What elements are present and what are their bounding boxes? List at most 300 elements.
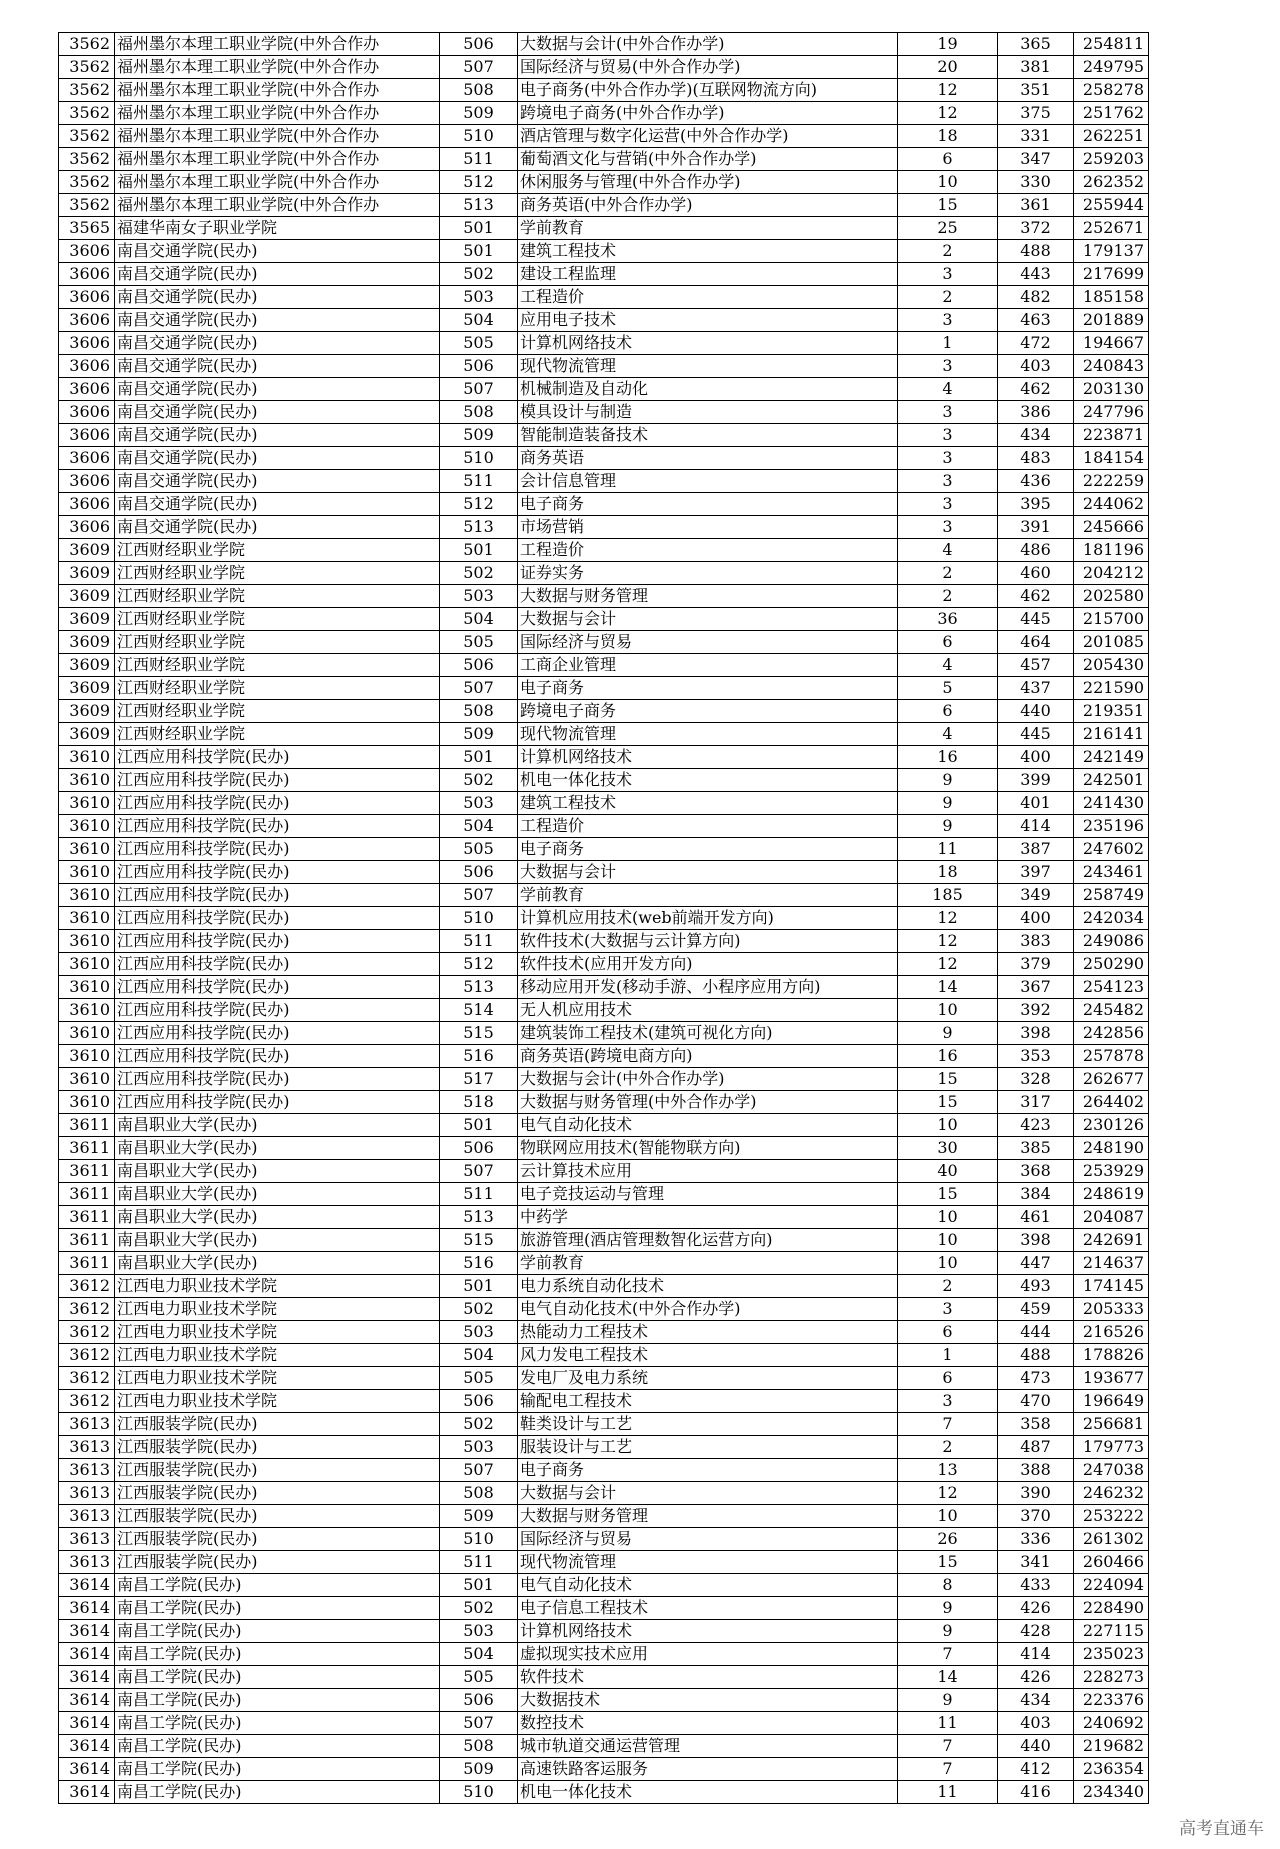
min-rank-cell: 179137 [1074,240,1149,263]
min-score-cell: 434 [998,1689,1074,1712]
major-code-cell: 506 [440,33,518,56]
major-code-cell: 516 [440,1252,518,1275]
school-code-cell: 3611 [59,1114,115,1137]
min-score-cell: 426 [998,1666,1074,1689]
school-name-cell: 江西财经职业学院 [115,608,440,631]
plan-count-cell: 36 [898,608,998,631]
plan-count-cell: 4 [898,378,998,401]
school-name-cell: 江西应用科技学院(民办) [115,815,440,838]
major-code-cell: 502 [440,1597,518,1620]
school-code-cell: 3614 [59,1712,115,1735]
major-name-cell: 大数据与会计(中外合作办学) [518,33,898,56]
min-score-cell: 398 [998,1229,1074,1252]
school-code-cell: 3614 [59,1597,115,1620]
plan-count-cell: 2 [898,1436,998,1459]
school-name-cell: 南昌工学院(民办) [115,1574,440,1597]
min-score-cell: 412 [998,1758,1074,1781]
table-row [59,1505,1149,1528]
major-name-cell: 电气自动化技术 [518,1574,898,1597]
major-code-cell: 507 [440,677,518,700]
school-code-cell: 3562 [59,33,115,56]
min-score-cell: 385 [998,1137,1074,1160]
major-name-cell: 大数据与会计(中外合作办学) [518,1068,898,1091]
school-code-cell: 3609 [59,700,115,723]
min-score-cell: 399 [998,769,1074,792]
min-rank-cell: 204212 [1074,562,1149,585]
school-name-cell: 江西财经职业学院 [115,562,440,585]
school-name-cell: 南昌交通学院(民办) [115,286,440,309]
school-code-cell: 3611 [59,1183,115,1206]
plan-count-cell: 30 [898,1137,998,1160]
min-score-cell: 403 [998,355,1074,378]
school-code-cell: 3612 [59,1390,115,1413]
school-code-cell: 3610 [59,1091,115,1114]
min-rank-cell: 235196 [1074,815,1149,838]
min-rank-cell: 215700 [1074,608,1149,631]
min-score-cell: 317 [998,1091,1074,1114]
major-name-cell: 工商企业管理 [518,654,898,677]
major-code-cell: 516 [440,1045,518,1068]
school-code-cell: 3614 [59,1689,115,1712]
table-row [59,33,1149,56]
table-row [59,746,1149,769]
school-code-cell: 3611 [59,1160,115,1183]
school-code-cell: 3610 [59,930,115,953]
table-row [59,1689,1149,1712]
school-code-cell: 3611 [59,1206,115,1229]
table-row [59,1183,1149,1206]
school-code-cell: 3610 [59,907,115,930]
major-code-cell: 511 [440,1183,518,1206]
major-code-cell: 513 [440,976,518,999]
school-name-cell: 南昌职业大学(民办) [115,1252,440,1275]
plan-count-cell: 3 [898,447,998,470]
school-code-cell: 3610 [59,838,115,861]
table-row [59,1367,1149,1390]
school-code-cell: 3562 [59,125,115,148]
major-name-cell: 计算机网络技术 [518,332,898,355]
school-name-cell: 江西应用科技学院(民办) [115,884,440,907]
min-rank-cell: 201889 [1074,309,1149,332]
major-name-cell: 软件技术(应用开发方向) [518,953,898,976]
min-score-cell: 386 [998,401,1074,424]
major-code-cell: 505 [440,631,518,654]
table-row [59,1160,1149,1183]
table-row [59,263,1149,286]
school-name-cell: 江西应用科技学院(民办) [115,999,440,1022]
major-name-cell: 发电厂及电力系统 [518,1367,898,1390]
major-name-cell: 软件技术 [518,1666,898,1689]
major-name-cell: 大数据与财务管理 [518,1505,898,1528]
min-score-cell: 493 [998,1275,1074,1298]
min-rank-cell: 255944 [1074,194,1149,217]
table-row [59,792,1149,815]
school-name-cell: 南昌交通学院(民办) [115,401,440,424]
major-name-cell: 电气自动化技术 [518,1114,898,1137]
plan-count-cell: 2 [898,240,998,263]
major-name-cell: 工程造价 [518,815,898,838]
table-row [59,401,1149,424]
major-code-cell: 507 [440,1160,518,1183]
table-row [59,424,1149,447]
min-score-cell: 400 [998,907,1074,930]
min-score-cell: 488 [998,1344,1074,1367]
min-rank-cell: 240692 [1074,1712,1149,1735]
school-code-cell: 3562 [59,194,115,217]
min-score-cell: 365 [998,33,1074,56]
school-code-cell: 3562 [59,102,115,125]
school-code-cell: 3609 [59,677,115,700]
min-score-cell: 341 [998,1551,1074,1574]
min-rank-cell: 256681 [1074,1413,1149,1436]
min-score-cell: 462 [998,378,1074,401]
plan-count-cell: 3 [898,493,998,516]
school-name-cell: 南昌工学院(民办) [115,1620,440,1643]
major-name-cell: 工程造价 [518,286,898,309]
table-body [59,33,1149,1804]
school-name-cell: 江西电力职业技术学院 [115,1344,440,1367]
major-code-cell: 507 [440,378,518,401]
min-score-cell: 488 [998,240,1074,263]
school-name-cell: 江西财经职业学院 [115,723,440,746]
min-rank-cell: 214637 [1074,1252,1149,1275]
major-name-cell: 应用电子技术 [518,309,898,332]
major-code-cell: 510 [440,1528,518,1551]
major-name-cell: 工程造价 [518,539,898,562]
school-code-cell: 3613 [59,1482,115,1505]
major-code-cell: 510 [440,1781,518,1804]
min-score-cell: 349 [998,884,1074,907]
school-code-cell: 3606 [59,378,115,401]
school-code-cell: 3610 [59,815,115,838]
school-name-cell: 南昌交通学院(民办) [115,516,440,539]
major-name-cell: 会计信息管理 [518,470,898,493]
school-code-cell: 3609 [59,585,115,608]
school-name-cell: 江西应用科技学院(民办) [115,976,440,999]
plan-count-cell: 3 [898,263,998,286]
major-code-cell: 501 [440,539,518,562]
plan-count-cell: 14 [898,1666,998,1689]
major-code-cell: 506 [440,1689,518,1712]
major-code-cell: 504 [440,309,518,332]
school-code-cell: 3606 [59,309,115,332]
major-name-cell: 商务英语(中外合作办学) [518,194,898,217]
school-code-cell: 3614 [59,1758,115,1781]
min-rank-cell: 228273 [1074,1666,1149,1689]
plan-count-cell: 11 [898,1781,998,1804]
plan-count-cell: 4 [898,723,998,746]
major-name-cell: 现代物流管理 [518,723,898,746]
major-name-cell: 模具设计与制造 [518,401,898,424]
plan-count-cell: 2 [898,286,998,309]
min-score-cell: 370 [998,1505,1074,1528]
school-name-cell: 南昌工学院(民办) [115,1758,440,1781]
table-row [59,56,1149,79]
min-score-cell: 361 [998,194,1074,217]
major-code-cell: 513 [440,1206,518,1229]
major-code-cell: 501 [440,1574,518,1597]
major-name-cell: 国际经济与贸易(中外合作办学) [518,56,898,79]
min-score-cell: 351 [998,79,1074,102]
major-code-cell: 503 [440,1436,518,1459]
major-name-cell: 大数据与会计 [518,861,898,884]
min-rank-cell: 228490 [1074,1597,1149,1620]
table-row [59,769,1149,792]
school-name-cell: 江西电力职业技术学院 [115,1390,440,1413]
min-score-cell: 437 [998,677,1074,700]
major-code-cell: 511 [440,470,518,493]
major-code-cell: 504 [440,1643,518,1666]
plan-count-cell: 12 [898,907,998,930]
major-name-cell: 建筑工程技术 [518,240,898,263]
min-rank-cell: 178826 [1074,1344,1149,1367]
min-rank-cell: 236354 [1074,1758,1149,1781]
table-row [59,930,1149,953]
min-rank-cell: 181196 [1074,539,1149,562]
major-name-cell: 高速铁路客运服务 [518,1758,898,1781]
plan-count-cell: 10 [898,1229,998,1252]
school-name-cell: 江西电力职业技术学院 [115,1321,440,1344]
table-row [59,286,1149,309]
min-rank-cell: 205430 [1074,654,1149,677]
plan-count-cell: 3 [898,470,998,493]
school-code-cell: 3611 [59,1229,115,1252]
school-code-cell: 3565 [59,217,115,240]
major-name-cell: 服装设计与工艺 [518,1436,898,1459]
min-rank-cell: 253222 [1074,1505,1149,1528]
major-name-cell: 大数据与财务管理 [518,585,898,608]
school-name-cell: 南昌交通学院(民办) [115,424,440,447]
school-code-cell: 3614 [59,1574,115,1597]
plan-count-cell: 9 [898,1022,998,1045]
min-rank-cell: 230126 [1074,1114,1149,1137]
school-name-cell: 江西应用科技学院(民办) [115,861,440,884]
min-rank-cell: 216526 [1074,1321,1149,1344]
min-score-cell: 426 [998,1597,1074,1620]
min-score-cell: 387 [998,838,1074,861]
plan-count-cell: 7 [898,1735,998,1758]
school-code-cell: 3606 [59,424,115,447]
table-row [59,171,1149,194]
school-name-cell: 江西财经职业学院 [115,677,440,700]
major-code-cell: 509 [440,723,518,746]
school-name-cell: 南昌交通学院(民办) [115,309,440,332]
plan-count-cell: 6 [898,700,998,723]
school-name-cell: 江西电力职业技术学院 [115,1367,440,1390]
min-score-cell: 472 [998,332,1074,355]
table-row [59,562,1149,585]
school-name-cell: 江西应用科技学院(民办) [115,1091,440,1114]
min-score-cell: 482 [998,286,1074,309]
major-code-cell: 518 [440,1091,518,1114]
school-name-cell: 江西服装学院(民办) [115,1413,440,1436]
table-row [59,539,1149,562]
school-name-cell: 江西服装学院(民办) [115,1459,440,1482]
table-row [59,447,1149,470]
major-code-cell: 514 [440,999,518,1022]
table-row [59,1068,1149,1091]
major-code-cell: 502 [440,769,518,792]
min-rank-cell: 242501 [1074,769,1149,792]
major-code-cell: 510 [440,447,518,470]
school-name-cell: 南昌交通学院(民办) [115,263,440,286]
major-code-cell: 505 [440,838,518,861]
major-name-cell: 机电一体化技术 [518,1781,898,1804]
school-name-cell: 福州墨尔本理工职业学院(中外合作办 [115,102,440,125]
plan-count-cell: 10 [898,1206,998,1229]
school-name-cell: 福州墨尔本理工职业学院(中外合作办 [115,194,440,217]
min-rank-cell: 242034 [1074,907,1149,930]
major-name-cell: 中药学 [518,1206,898,1229]
major-name-cell: 虚拟现实技术应用 [518,1643,898,1666]
school-code-cell: 3611 [59,1137,115,1160]
major-name-cell: 商务英语(跨境电商方向) [518,1045,898,1068]
plan-count-cell: 185 [898,884,998,907]
major-name-cell: 电子信息工程技术 [518,1597,898,1620]
major-name-cell: 机电一体化技术 [518,769,898,792]
plan-count-cell: 18 [898,125,998,148]
min-rank-cell: 242856 [1074,1022,1149,1045]
major-code-cell: 508 [440,700,518,723]
major-code-cell: 507 [440,1712,518,1735]
min-score-cell: 384 [998,1183,1074,1206]
major-name-cell: 跨境电子商务 [518,700,898,723]
major-code-cell: 505 [440,332,518,355]
major-code-cell: 505 [440,1367,518,1390]
min-rank-cell: 252671 [1074,217,1149,240]
major-code-cell: 502 [440,1298,518,1321]
min-rank-cell: 242691 [1074,1229,1149,1252]
school-name-cell: 南昌交通学院(民办) [115,355,440,378]
school-name-cell: 南昌工学院(民办) [115,1689,440,1712]
major-code-cell: 506 [440,654,518,677]
school-name-cell: 福州墨尔本理工职业学院(中外合作办 [115,125,440,148]
min-score-cell: 414 [998,1643,1074,1666]
school-name-cell: 江西服装学院(民办) [115,1505,440,1528]
table-row [59,1781,1149,1804]
school-code-cell: 3613 [59,1413,115,1436]
min-rank-cell: 253929 [1074,1160,1149,1183]
school-name-cell: 南昌交通学院(民办) [115,378,440,401]
major-name-cell: 电子商务 [518,838,898,861]
table-row [59,148,1149,171]
school-code-cell: 3614 [59,1643,115,1666]
major-name-cell: 无人机应用技术 [518,999,898,1022]
table-row [59,470,1149,493]
min-rank-cell: 219682 [1074,1735,1149,1758]
min-score-cell: 463 [998,309,1074,332]
table-row [59,700,1149,723]
major-code-cell: 502 [440,263,518,286]
min-score-cell: 400 [998,746,1074,769]
major-name-cell: 学前教育 [518,1252,898,1275]
table-row [59,1735,1149,1758]
school-code-cell: 3606 [59,447,115,470]
major-code-cell: 503 [440,1321,518,1344]
min-score-cell: 428 [998,1620,1074,1643]
school-code-cell: 3562 [59,148,115,171]
major-code-cell: 511 [440,1551,518,1574]
min-rank-cell: 248190 [1074,1137,1149,1160]
school-code-cell: 3614 [59,1735,115,1758]
table-row [59,1597,1149,1620]
plan-count-cell: 3 [898,424,998,447]
min-rank-cell: 245666 [1074,516,1149,539]
major-name-cell: 计算机网络技术 [518,1620,898,1643]
min-rank-cell: 234340 [1074,1781,1149,1804]
table-row [59,1436,1149,1459]
school-name-cell: 江西应用科技学院(民办) [115,769,440,792]
plan-count-cell: 15 [898,1551,998,1574]
major-name-cell: 城市轨道交通运营管理 [518,1735,898,1758]
table-row [59,79,1149,102]
min-score-cell: 331 [998,125,1074,148]
table-row [59,1390,1149,1413]
table-row [59,194,1149,217]
admission-table [58,32,1149,1804]
min-score-cell: 372 [998,217,1074,240]
table-row [59,1114,1149,1137]
plan-count-cell: 3 [898,355,998,378]
min-score-cell: 403 [998,1712,1074,1735]
min-rank-cell: 205333 [1074,1298,1149,1321]
plan-count-cell: 16 [898,1045,998,1068]
major-name-cell: 电子商务 [518,1459,898,1482]
plan-count-cell: 3 [898,1298,998,1321]
major-name-cell: 商务英语 [518,447,898,470]
min-rank-cell: 196649 [1074,1390,1149,1413]
school-name-cell: 南昌职业大学(民办) [115,1114,440,1137]
school-name-cell: 江西服装学院(民办) [115,1436,440,1459]
major-name-cell: 国际经济与贸易 [518,631,898,654]
school-name-cell: 江西服装学院(民办) [115,1482,440,1505]
table-row [59,1643,1149,1666]
major-name-cell: 建筑工程技术 [518,792,898,815]
major-name-cell: 机械制造及自动化 [518,378,898,401]
min-score-cell: 447 [998,1252,1074,1275]
min-rank-cell: 223871 [1074,424,1149,447]
min-rank-cell: 223376 [1074,1689,1149,1712]
table-row [59,217,1149,240]
table-row [59,1022,1149,1045]
major-name-cell: 移动应用开发(移动手游、小程序应用方向) [518,976,898,999]
min-rank-cell: 221590 [1074,677,1149,700]
major-name-cell: 大数据与财务管理(中外合作办学) [518,1091,898,1114]
plan-count-cell: 12 [898,930,998,953]
min-rank-cell: 258749 [1074,884,1149,907]
plan-count-cell: 9 [898,1689,998,1712]
plan-count-cell: 15 [898,1068,998,1091]
table-row [59,861,1149,884]
major-name-cell: 热能动力工程技术 [518,1321,898,1344]
major-name-cell: 现代物流管理 [518,355,898,378]
plan-count-cell: 19 [898,33,998,56]
school-name-cell: 南昌工学院(民办) [115,1643,440,1666]
school-code-cell: 3562 [59,79,115,102]
min-score-cell: 395 [998,493,1074,516]
major-code-cell: 513 [440,194,518,217]
min-score-cell: 401 [998,792,1074,815]
min-rank-cell: 248619 [1074,1183,1149,1206]
school-code-cell: 3613 [59,1436,115,1459]
major-code-cell: 507 [440,56,518,79]
min-score-cell: 461 [998,1206,1074,1229]
table-row [59,1758,1149,1781]
major-code-cell: 503 [440,286,518,309]
min-score-cell: 353 [998,1045,1074,1068]
table-row [59,1252,1149,1275]
min-score-cell: 397 [998,861,1074,884]
